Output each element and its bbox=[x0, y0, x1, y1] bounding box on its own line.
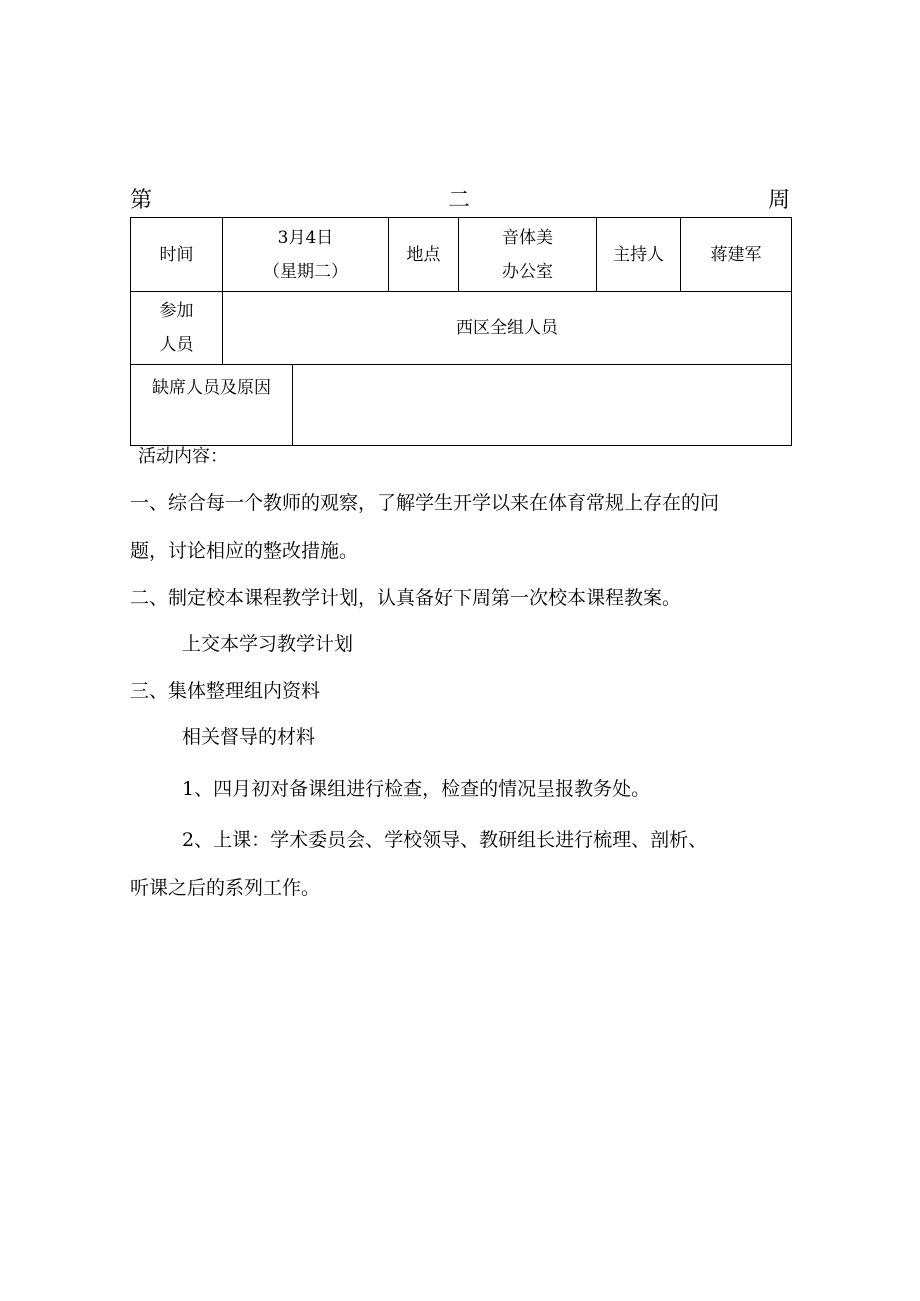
time-label: 时间 bbox=[159, 244, 194, 265]
table-row-participants bbox=[131, 292, 792, 365]
item2-sub: 上交本学习教学计划 bbox=[182, 633, 354, 655]
meeting-info-table bbox=[130, 217, 792, 446]
activity-heading: 活动内容： bbox=[138, 446, 228, 467]
place-label: 地点 bbox=[406, 244, 441, 265]
host-cell bbox=[681, 218, 792, 292]
time-label-cell bbox=[131, 218, 223, 292]
absent-value-cell bbox=[293, 365, 792, 446]
date-value: 3月4日 bbox=[277, 227, 334, 248]
place-value-line2: 办公室 bbox=[502, 261, 553, 282]
host-label: 主持人 bbox=[613, 244, 664, 265]
place-label-cell bbox=[389, 218, 459, 292]
host-label-cell bbox=[597, 218, 681, 292]
participants-label-line2: 人员 bbox=[159, 335, 194, 355]
point2-line1: 2、上课：学术委员会、学校领导、教研组长进行梳理、剖析、 bbox=[182, 829, 708, 851]
participants-label-cell bbox=[131, 292, 223, 365]
week-heading bbox=[130, 186, 790, 216]
absent-label-cell bbox=[131, 365, 293, 446]
item3: 三、集体整理组内资料 bbox=[130, 680, 321, 702]
place-cell bbox=[459, 218, 597, 292]
item1-line1: 一、综合每一个教师的观察，了解学生开学以来在体育常规上存在的问 bbox=[130, 492, 720, 514]
item1-line2: 题，讨论相应的整改措施。 bbox=[130, 540, 359, 562]
host-name: 蒋建军 bbox=[710, 244, 762, 265]
point2-line2: 听课之后的系列工作。 bbox=[130, 877, 321, 899]
table-row-time bbox=[131, 218, 792, 292]
item3-sub: 相关督导的材料 bbox=[182, 726, 316, 748]
date-cell bbox=[223, 218, 389, 292]
point1: 1、四月初对备课组进行检查，检查的情况呈报教务处。 bbox=[182, 778, 651, 800]
week-heading-part2: 二 bbox=[448, 188, 471, 213]
participants-value: 西区全组人员 bbox=[456, 318, 558, 338]
item2: 二、制定校本课程教学计划，认真备好下周第一次校本课程教案。 bbox=[130, 587, 682, 609]
weekday-value: （星期二） bbox=[263, 261, 348, 282]
participants-cell bbox=[223, 292, 792, 365]
week-heading-part3: 周 bbox=[767, 188, 790, 213]
week-heading-part1: 第 bbox=[130, 188, 153, 213]
participants-label-line1: 参加 bbox=[159, 301, 194, 321]
table-row-absent bbox=[131, 365, 792, 446]
absent-label: 缺席人员及原因 bbox=[152, 378, 271, 398]
place-value-line1: 音体美 bbox=[502, 227, 553, 248]
